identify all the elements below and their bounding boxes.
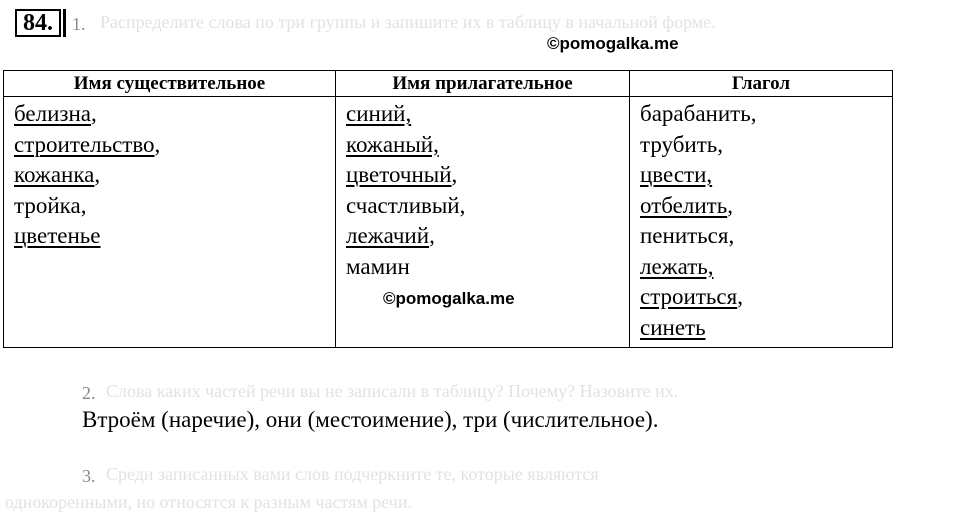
word-separator: , xyxy=(717,131,724,157)
task1-text: Распределите слова по три группы и запишите их в таблицу в начальной форме. xyxy=(100,12,716,32)
word: барабанить xyxy=(640,101,751,126)
task2-number: 2. xyxy=(82,383,96,403)
word-entry xyxy=(640,99,892,130)
word: строиться xyxy=(640,284,738,309)
word: трубить xyxy=(640,131,718,157)
word-entry xyxy=(346,130,629,161)
watermark-top: ©pomogalka.me xyxy=(547,34,679,53)
word-separator: , xyxy=(728,223,735,248)
word-separator: , xyxy=(750,101,757,126)
task3-number: 3. xyxy=(82,466,96,486)
word: синеть xyxy=(640,314,706,340)
noun-column xyxy=(4,97,336,348)
exercise-number-shadow xyxy=(63,9,66,37)
word-separator: , xyxy=(80,192,87,218)
word-entry xyxy=(640,221,892,252)
word: отбелить xyxy=(640,192,728,218)
word-entry xyxy=(14,99,335,130)
word: пениться xyxy=(640,223,729,248)
word: лежать, xyxy=(640,253,714,279)
word-separator: , xyxy=(154,131,161,157)
task3-line2: однокоренными, но относятся к разным частям речи. xyxy=(5,492,412,512)
watermark-table: ©pomogalka.me xyxy=(383,289,515,308)
word-entry xyxy=(346,160,629,191)
word-entry xyxy=(346,99,629,130)
word-entry xyxy=(346,221,629,252)
word-entry xyxy=(346,252,629,283)
word-entry xyxy=(640,160,892,191)
word: цветочный xyxy=(346,162,452,187)
word-separator: , xyxy=(94,162,101,187)
word-separator: , xyxy=(451,162,458,187)
word-entry xyxy=(14,160,335,191)
word-separator: , xyxy=(91,101,97,126)
word: цвести, xyxy=(640,162,713,187)
verb-column xyxy=(630,97,893,348)
task2-answer: Втроём (наречие), они (местоимение), три (числительное). xyxy=(82,407,659,432)
word-entry xyxy=(640,282,892,313)
word-entry xyxy=(640,130,892,161)
word-separator: , xyxy=(727,192,733,218)
word-entry xyxy=(640,191,892,222)
word-entry xyxy=(346,191,629,222)
word: строительство xyxy=(14,131,155,157)
word: тройка xyxy=(14,192,81,218)
word-separator: , xyxy=(459,192,466,218)
word-entry xyxy=(14,130,335,161)
word-entry xyxy=(14,221,335,252)
word: лежачий xyxy=(346,223,430,248)
word-separator: , xyxy=(429,223,435,248)
adjective-column xyxy=(336,97,630,348)
word-separator: , xyxy=(737,284,743,309)
word: синий, xyxy=(346,101,412,126)
word: кожаный, xyxy=(346,131,439,157)
header-noun: Имя существительное xyxy=(4,71,336,97)
word: кожанка xyxy=(14,162,95,187)
word-entry xyxy=(640,252,892,283)
word-entry xyxy=(640,313,892,344)
header-verb: Глагол xyxy=(630,71,893,97)
word: цветенье xyxy=(14,223,101,248)
word: мамин xyxy=(346,253,410,279)
word: счастливый xyxy=(346,192,460,218)
word-entry xyxy=(14,191,335,222)
exercise-number: 84. xyxy=(15,9,61,37)
word: белизна xyxy=(14,101,91,126)
task3-line1: Среди записанных вами слов подчеркните те, которые являются xyxy=(106,464,599,484)
task1-number: 1. xyxy=(72,14,86,34)
task2-question: Слова каких частей речи вы не записали в таблицу? Почему? Назовите их. xyxy=(106,381,679,401)
header-adjective: Имя прилагательное xyxy=(336,71,630,97)
